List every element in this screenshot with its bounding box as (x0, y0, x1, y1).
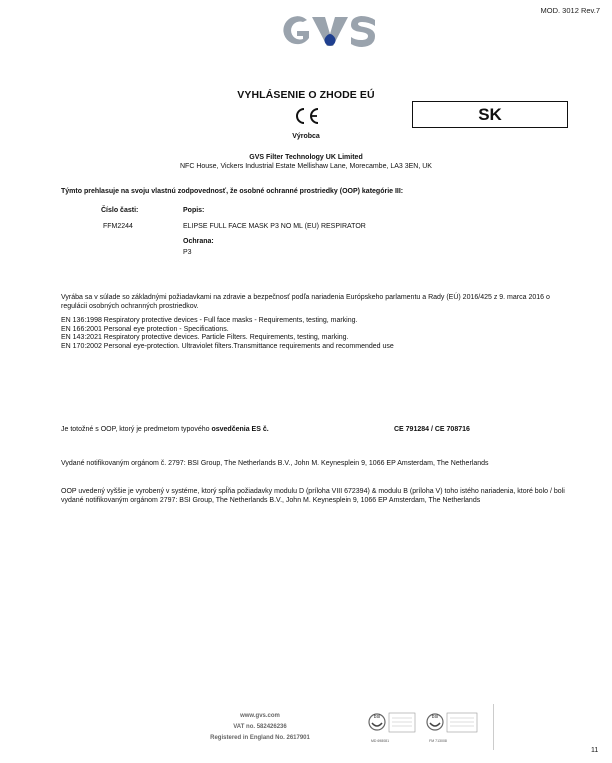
standards-list (61, 317, 566, 351)
standard-item: EN 136:1998 Respiratory protective devices - Full face masks - Requirements, testing, marking. (61, 317, 358, 324)
language-code: SK (478, 104, 502, 124)
svg-text:MD 698081: MD 698081 (370, 739, 390, 743)
standard-item: EN 166:2001 Personal eye protection - Specifications. (61, 325, 229, 333)
part-number-label: Číslo časti: (101, 207, 139, 214)
identical-text: Je totožné s OOP, ktorý je predmetom typového (61, 426, 210, 433)
company-address: NFC House, Vickers Industrial Estate Mellishaw Lane, Morecambe, LA3 3EN, UK (180, 163, 432, 170)
protection-label: Ochrana: (183, 238, 214, 245)
standard-item: EN 170:2002 Personal eye-protection. Ultraviolet filters.Transmittance requirements and recommended use (61, 342, 394, 350)
footer-divider (493, 704, 494, 750)
language-code-box (412, 101, 568, 128)
bsi-certification-mark-icon (366, 709, 418, 745)
description-value: ELIPSE FULL FACE MASK P3 NO ML (EU) RESPIRATOR (183, 223, 366, 230)
declaration-statement: Týmto prehlasuje na svoju vlastnú zodpovednosť, že osobné ochranné prostriedky (OOP) kategórie III: (61, 188, 404, 195)
gvs-logo (281, 12, 379, 50)
compliance-text: Vyrába sa v súlade so základnými požiadavkami na zdravie a bezpečnosť podľa nariadenia Európskeho parlamentu a Rady (EÚ) 2016/425 z 9. marca 2016 o regulácii osobných ochranných prostriedkov. (61, 294, 550, 310)
certificate-numbers: CE 791284 / CE 708716 (394, 426, 470, 433)
part-number-value: FFM2244 (103, 223, 133, 230)
manufacturer-label: Výrobca (292, 133, 320, 140)
standard-item: EN 143:2021 Respiratory protective devices. Particle Filters. Requirements, testing, marking. (61, 334, 349, 342)
oop-system-text: OOP uvedený vyššie je vyrobený v systéme, ktorý spĺňa požiadavky modulu D (príloha VIII 672394) & modulu B (príloha V) toho istého nariadenia, ktoré bolo / boli vydané notifikovaným orgánom 2797: BSI Group, The Netherlands B.V., John M. Keynesplein 9, 1066 EP Amsterdam, The Netherlands (61, 488, 565, 504)
footer-website: www.gvs.com (240, 713, 280, 719)
identical-statement (61, 426, 269, 435)
identical-bold: osvedčenia ES č. (211, 426, 269, 433)
notified-body-text: Vydané notifikovaným orgánom č. 2797: BSI Group, The Netherlands B.V., John M. Keynesplein 9, 1066 EP Amsterdam, The Netherlands (61, 460, 489, 467)
footer-vat: VAT no. 582426236 (233, 724, 287, 730)
svg-text:FM 713008: FM 713008 (429, 739, 447, 743)
svg-text:bsi: bsi (431, 714, 439, 720)
footer-registered: Registered in England No. 2617901 (210, 735, 310, 741)
document-title: VYHLÁSENIE O ZHODE EÚ (237, 89, 375, 101)
protection-value: P3 (183, 249, 192, 256)
description-label: Popis: (183, 207, 205, 214)
bsi-certification-mark-icon (424, 709, 482, 745)
page-number: 11 (591, 747, 599, 754)
company-name: GVS Filter Technology UK Limited (249, 154, 363, 161)
model-reference: MOD. 3012 Rev.7 (540, 6, 600, 15)
svg-text:bsi: bsi (373, 714, 381, 720)
footer-contact (205, 711, 315, 744)
ce-mark-icon (291, 106, 321, 126)
